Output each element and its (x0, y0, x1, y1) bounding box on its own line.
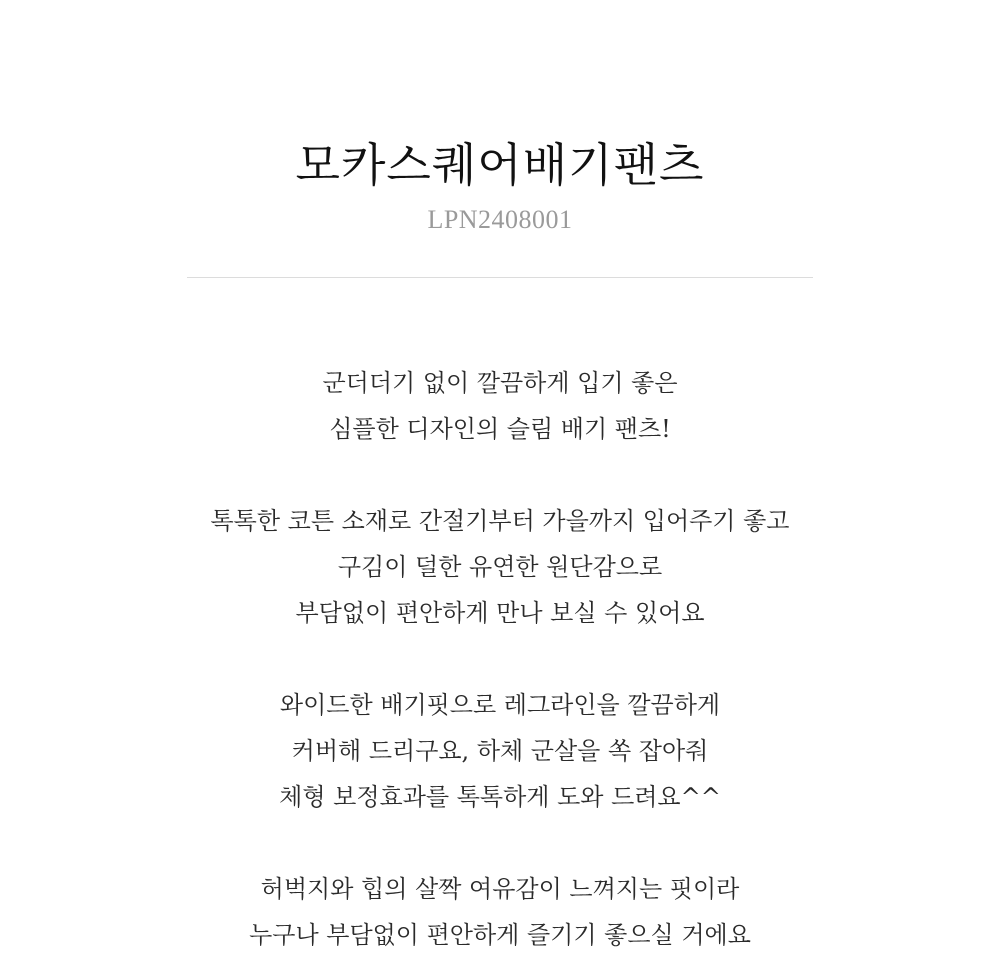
description-paragraph (0, 498, 1000, 636)
description-paragraph (0, 360, 1000, 452)
description-line: 심플한 디자인의 슬림 배기 팬츠! (329, 415, 671, 443)
description-paragraph (0, 866, 1000, 958)
description-line: 누구나 부담없이 편안하게 즐기기 좋으실 거에요 (249, 921, 751, 949)
description-line: 구김이 덜한 유연한 원단감으로 (337, 553, 663, 581)
divider (187, 277, 813, 278)
description-line: 커버해 드리구요, 하체 군살을 쏙 잡아줘 (291, 737, 709, 765)
product-description (0, 360, 1000, 958)
description-line: 군더더기 없이 깔끔하게 입기 좋은 (322, 369, 678, 397)
product-title: 모카스퀘어배기팬츠 (295, 138, 705, 192)
description-paragraph (0, 682, 1000, 820)
description-line: 체형 보정효과를 톡톡하게 도와 드려요^^ (279, 783, 721, 811)
description-line: 부담없이 편안하게 만나 보실 수 있어요 (295, 599, 705, 627)
description-line: 톡톡한 코튼 소재로 간절기부터 가을까지 입어주기 좋고 (210, 507, 790, 535)
description-line: 와이드한 배기핏으로 레그라인을 깔끔하게 (279, 691, 721, 719)
description-line: 허벅지와 힙의 살짝 여유감이 느껴지는 핏이라 (260, 875, 740, 903)
product-code: LPN2408001 (427, 205, 573, 234)
